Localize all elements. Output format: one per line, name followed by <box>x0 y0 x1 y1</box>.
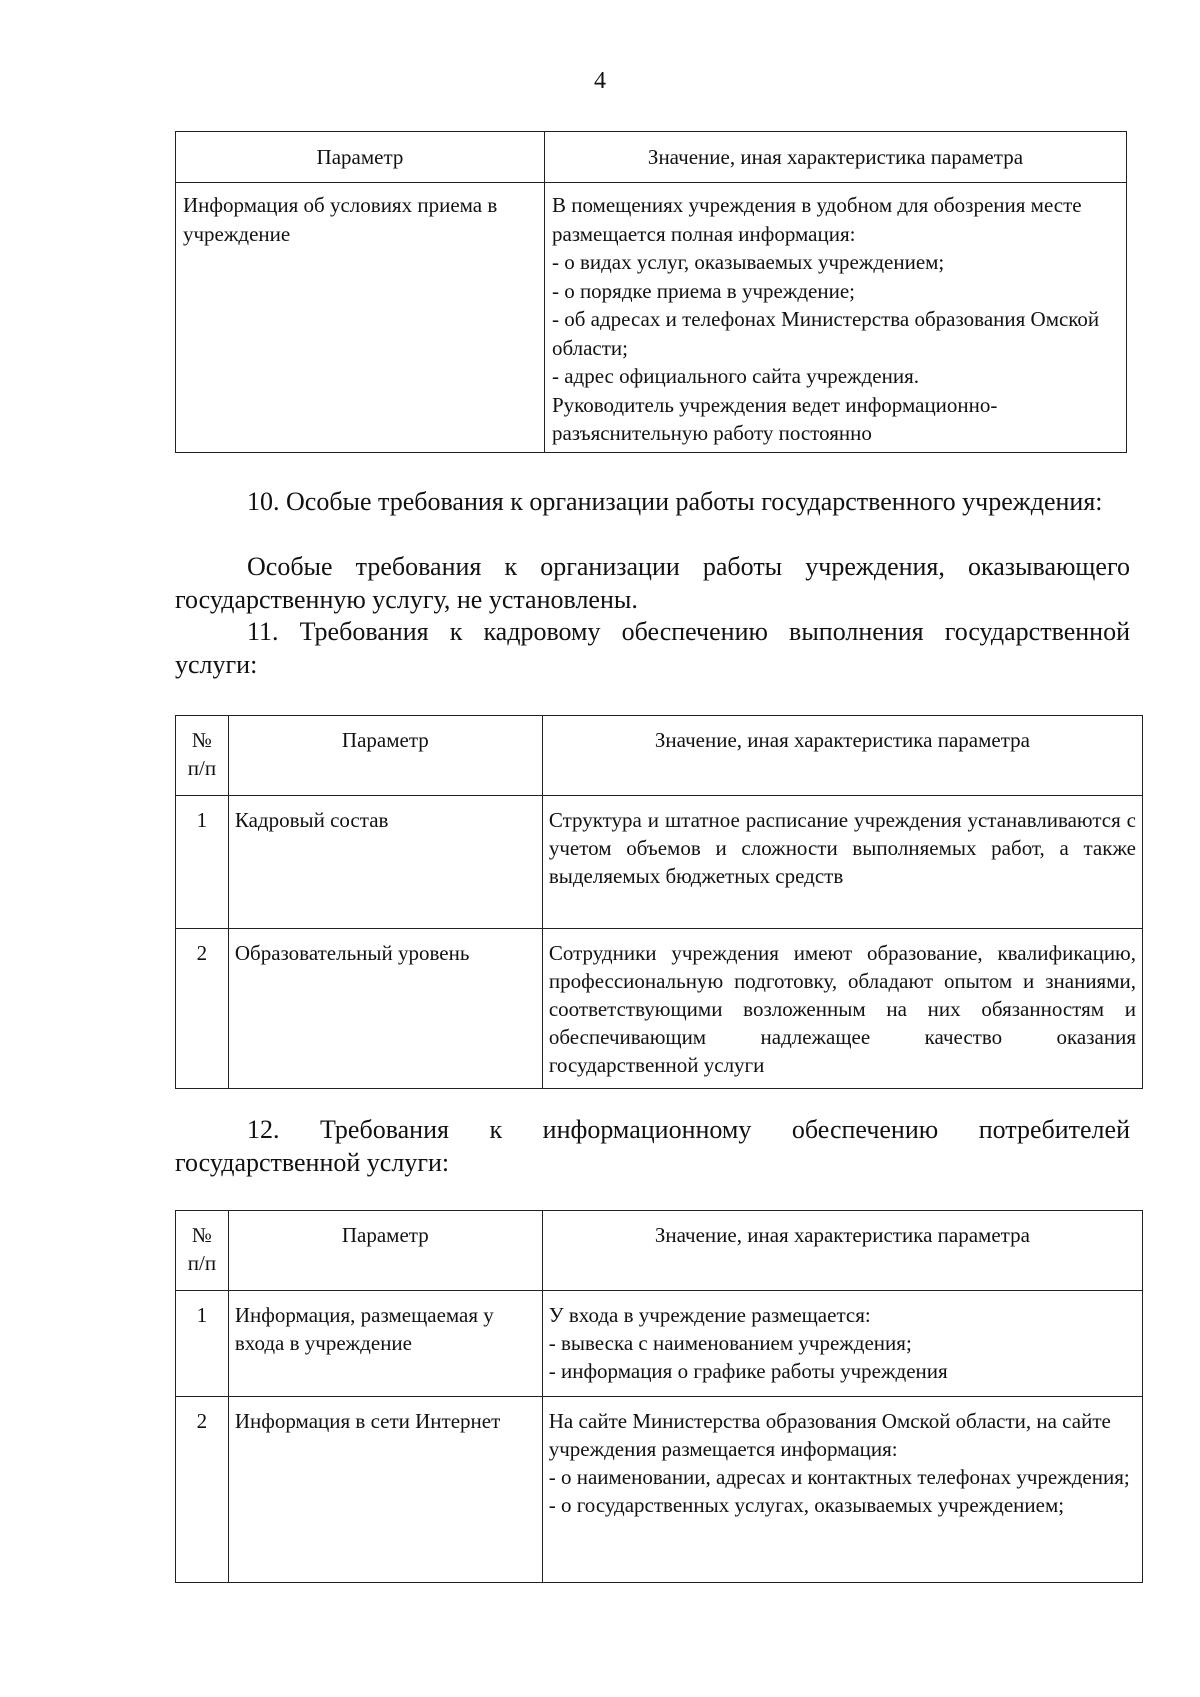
parameter-cell: Информация об условиях приема в учреждение <box>176 183 545 453</box>
column-header-parameter: Параметр <box>228 1211 542 1291</box>
staffing-table <box>175 715 1143 1089</box>
parameter-cell: Кадровый состав <box>228 796 542 929</box>
page-number: 4 <box>594 68 606 94</box>
column-header-number: № п/п <box>176 1211 229 1291</box>
value-cell <box>542 1291 1142 1397</box>
value-cell: Структура и штатное расписание учреждения устанавливаются с учетом объемов и сложности выполняемых работ, а также выделяемых бюджетных средств <box>542 796 1142 929</box>
row-number: 1 <box>176 1291 229 1397</box>
value-line: - адрес официального сайта учреждения. <box>551 364 920 388</box>
conditions-table <box>175 131 1127 453</box>
parameter-cell: Информация, размещаемая у входа в учреждение <box>228 1291 542 1397</box>
value-line: - о наименовании, адресах и контактных телефонах учреждения; <box>548 1465 1130 1489</box>
table-header-row <box>176 1211 1143 1291</box>
table-header-row <box>176 716 1143 796</box>
parameter-cell: Образовательный уровень <box>228 929 542 1089</box>
table-header-row <box>176 132 1127 183</box>
value-line: У входа в учреждение размещается: <box>548 1303 871 1327</box>
table-row <box>176 929 1143 1089</box>
value-line: - информация о графике работы учреждения <box>548 1359 948 1383</box>
column-header-parameter: Параметр <box>228 716 542 796</box>
value-line: - об адресах и телефонах Министерства образования Омской области; <box>551 307 1100 360</box>
value-cell <box>542 1397 1142 1583</box>
column-header-parameter: Параметр <box>176 132 545 183</box>
row-number: 2 <box>176 929 229 1089</box>
information-table <box>175 1210 1143 1583</box>
column-header-value: Значение, иная характеристика параметра <box>542 1211 1142 1291</box>
value-line: Руководитель учреждения ведет информационно-разъяснительную работу постоянно <box>551 392 998 445</box>
table-row <box>176 183 1127 453</box>
parameter-cell: Информация в сети Интернет <box>228 1397 542 1583</box>
column-header-value: Значение, иная характеристика параметра <box>544 132 1126 183</box>
table-row <box>176 796 1143 929</box>
table-row <box>176 1397 1143 1583</box>
value-cell: Сотрудники учреждения имеют образование, квалификацию, профессиональную подготовку, обладают опытом и знаниями, соответствующими возложенным на них обязанностям и обеспечивающим надлежащее качество оказания государственной услуги <box>542 929 1142 1089</box>
section-10-text: Особые требования к организации работы учреждения, оказывающего государственную услугу, не установлены. <box>175 552 1130 614</box>
column-header-value: Значение, иная характеристика параметра <box>542 716 1142 796</box>
section-11-heading: 11. Требования к кадровому обеспечению выполнения государственной услуги: <box>175 617 1130 679</box>
section-10-heading: 10. Особые требования к организации работы государственного учреждения: <box>247 487 1103 516</box>
row-number: 2 <box>176 1397 229 1583</box>
row-number: 1 <box>176 796 229 929</box>
value-line: - вывеска с наименованием учреждения; <box>548 1331 912 1355</box>
value-line: - о государственных услугах, оказываемых учреждением; <box>548 1493 1065 1517</box>
value-line: В помещениях учреждения в удобном для обозрения месте размещается полная информация: <box>551 193 1082 246</box>
value-line: - о видах услуг, оказываемых учреждением; <box>551 250 945 274</box>
section-12-heading: 12. Требования к информационному обеспечению потребителей государственной услуги: <box>175 1115 1130 1177</box>
value-cell <box>544 183 1126 453</box>
value-line: На сайте Министерства образования Омской области, на сайте учреждения размещается информация: <box>548 1409 1111 1461</box>
value-line: - о порядке приема в учреждение; <box>551 278 855 303</box>
column-header-number: № п/п <box>176 716 229 796</box>
table-row <box>176 1291 1143 1397</box>
